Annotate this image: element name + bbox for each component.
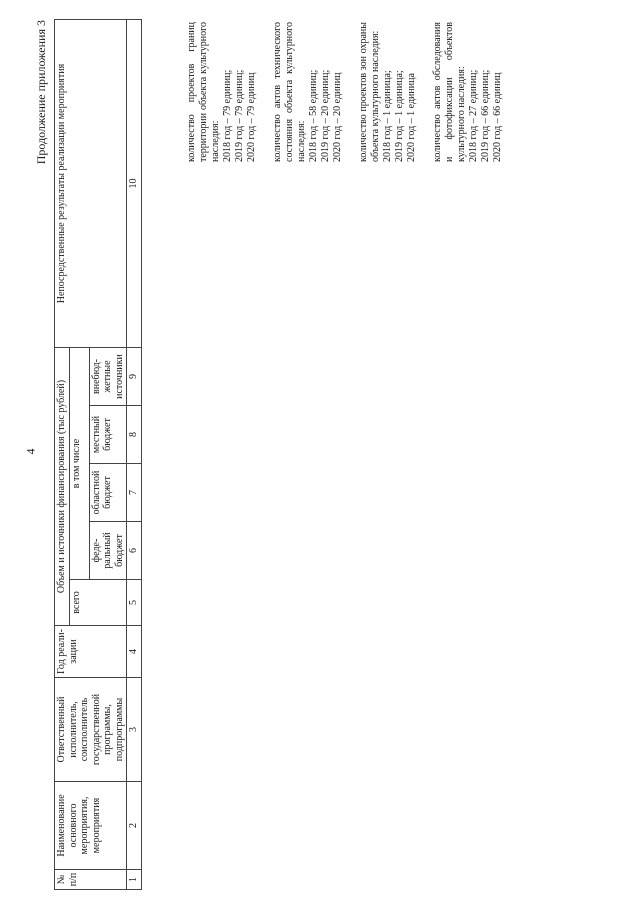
column-number: 6 (127, 522, 142, 580)
header-num: № п/п (55, 870, 127, 890)
header-extrabudget: внебюд-жетные источники (89, 348, 127, 406)
header-including: в том числе (69, 348, 89, 580)
column-number: 1 (127, 870, 142, 890)
result-line: 2020 год – 66 единиц (492, 72, 503, 162)
header-funding-group: Объем и источники финансирования (тыс рублей) (55, 348, 70, 626)
header-total: всего (69, 580, 127, 626)
header-results: Непосредственные результаты реализации мероприятия (55, 20, 127, 348)
column-number: 8 (127, 406, 142, 464)
header-local: местный бюджет (89, 406, 127, 464)
column-number: 9 (127, 348, 142, 406)
result-line: 2019 год – 1 единица; (394, 70, 405, 162)
column-number: 7 (127, 464, 142, 522)
header-federal: феде-ральный бюджет (89, 522, 127, 580)
result-line: 2020 год – 20 единиц (332, 72, 343, 162)
column-number: 4 (127, 626, 142, 678)
result-description: количество проектов зон охраны объекта культурного наследия: (358, 22, 381, 162)
result-line: 2019 год – 79 единиц; (234, 69, 245, 162)
page-number: 4 (23, 448, 38, 455)
result-line: 2018 год – 1 единица; (382, 70, 393, 162)
header-executor: Ответственный исполнитель, соисполнитель государственной программы, подпрограммы (55, 678, 127, 782)
result-block (186, 22, 258, 162)
result-description: количество проектов границ территории объекта культурного наследия: (186, 22, 221, 162)
result-block (358, 22, 418, 162)
result-block (272, 22, 344, 162)
column-number: 5 (127, 580, 142, 626)
header-name: Наименование основного мероприятия, мероприятия (55, 782, 127, 870)
result-description: количество актов технического состояния объекта культурного наследия: (272, 22, 307, 162)
result-line: 2020 год – 79 единиц (246, 72, 257, 162)
result-line: 2019 год – 20 единиц; (320, 69, 331, 162)
header-year: Год реали-зации (55, 626, 127, 678)
column-number: 10 (127, 20, 142, 348)
column-number: 2 (127, 782, 142, 870)
result-line: 2018 год – 79 единиц; (222, 69, 233, 162)
results-column (186, 22, 518, 162)
result-description: количество актов обследования и фотофиксации объектов культурного наследия: (432, 22, 467, 162)
result-line: 2018 год – 27 единиц; (468, 69, 479, 162)
result-line: 2019 год – 66 единиц; (480, 69, 491, 162)
column-number-row (127, 20, 142, 890)
result-line: 2020 год – 1 единица (406, 73, 417, 162)
result-block (432, 22, 504, 162)
column-number: 3 (127, 678, 142, 782)
funding-table (54, 19, 142, 890)
header-regional: областной бюджет (89, 464, 127, 522)
result-line: 2018 год – 58 единиц; (308, 69, 319, 162)
rotated-sheet (24, 20, 624, 890)
appendix-caption: Продолжение приложения 3 (34, 20, 48, 165)
